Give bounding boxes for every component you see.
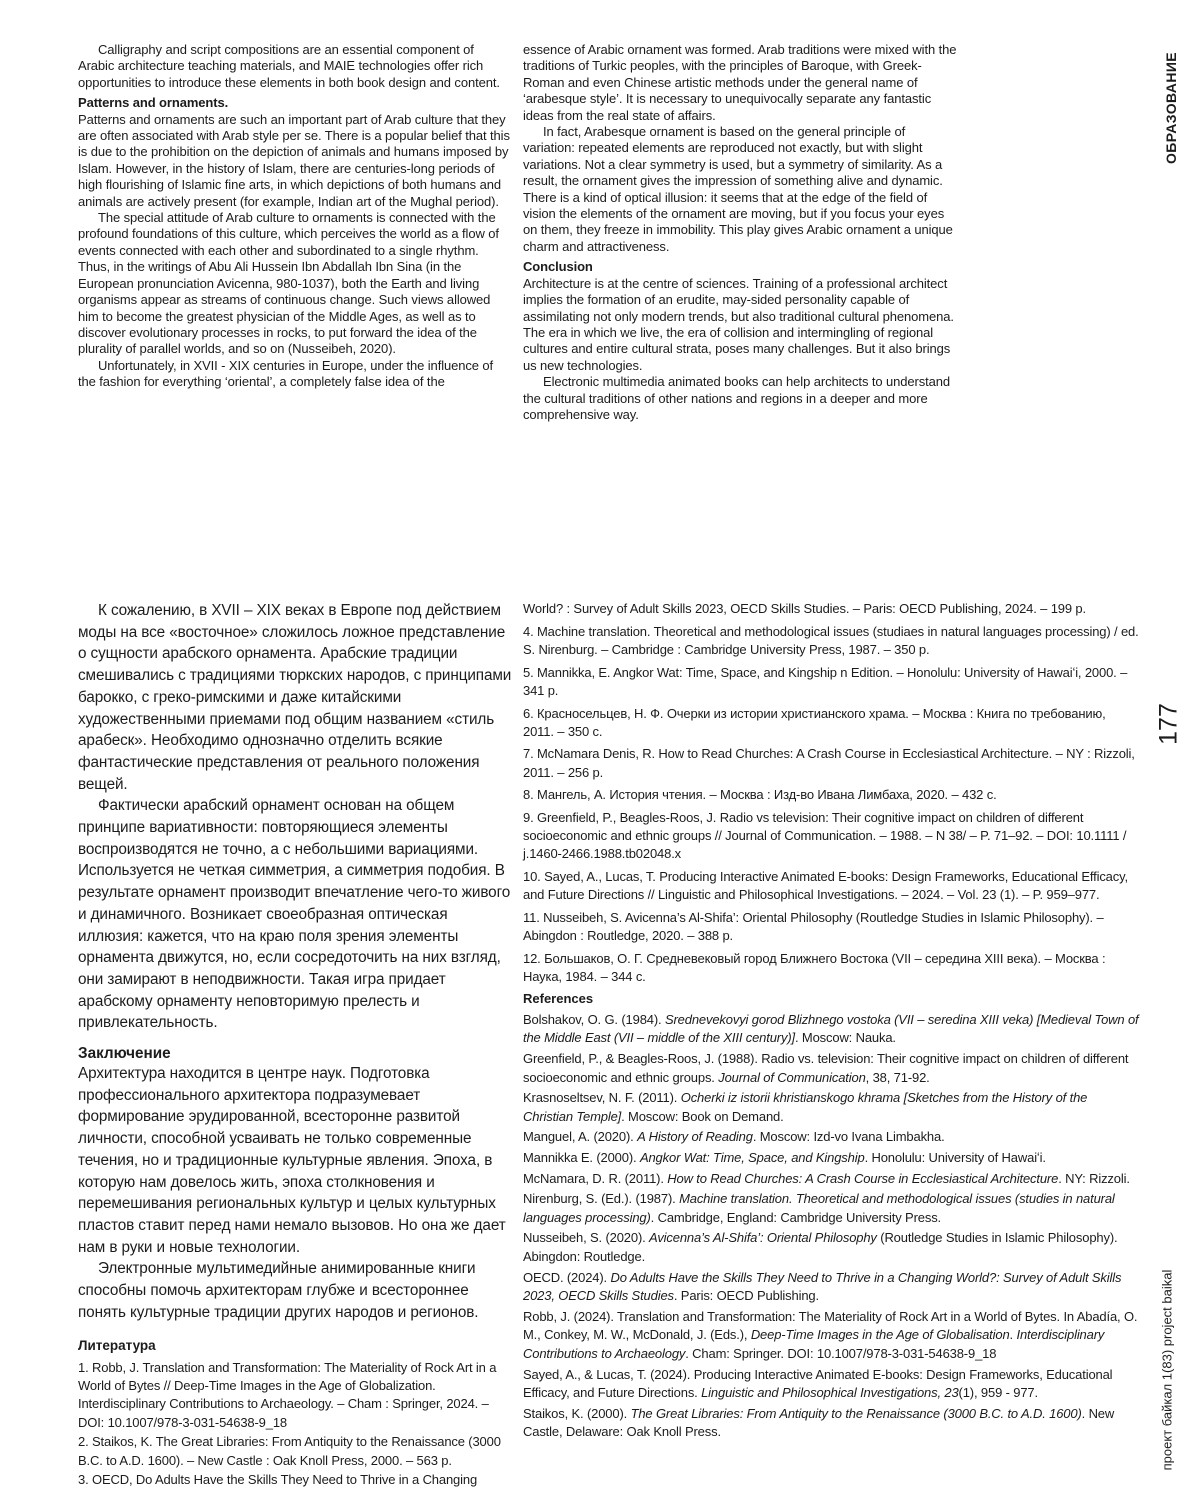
- reference-entry: Bolshakov, O. G. (1984). Srednevekovyi gorod Blizhnego vostoka (VII – seredina XIII veka) [Medieval Town of the Middle East (VII – middle of the XIII century)]. Moscow: Nauka.: [523, 1011, 1139, 1046]
- section-heading: Заключение: [78, 1045, 171, 1063]
- reference-item: 1. Robb, J. Translation and Transformation: The Materiality of Rock Art in a World of Bytes // Deep-Time Images in the Age of Globalization. Interdisciplinary Contributions to Archaeology. – Cham : Springer, 2024. – DOI: 10.1007/978-3-031-54638-9_18: [78, 1359, 497, 1430]
- reference-item: World? : Survey of Adult Skills 2023, OECD Skills Studies. – Paris: OECD Publishing, 2024. – 199 p.: [523, 601, 1086, 616]
- paragraph: Unfortunately, in XVII - XIX centuries in Europe, under the influence of the fashion for everything ‘oriental’, a completely false idea of the: [78, 357, 494, 390]
- paragraph: essence of Arabic ornament was formed. Arab traditions were mixed with the traditions of Turkic peoples, with the principles of Baroque, with Greek-Roman and even Chinese artistic methods under the general name of ‘arabesque style’. It is necessary to unequivocally separate any fantastic ideas from the real state of affairs.: [523, 42, 957, 123]
- reference-item: 8. Мангель, А. История чтения. – Москва : Изд-во Ивана Лимбаха, 2020. – 432 с.: [523, 787, 997, 803]
- reference-entry: Manguel, A. (2020). A History of Reading. Moscow: Izd-vo Ivana Limbakha.: [523, 1129, 945, 1145]
- paragraph: The special attitude of Arab culture to ornaments is connected with the profound foundations of this culture, which perceives the world as a flow of events connected with each other and subordinated to a single rhythm. Thus, in the writings of Abu Ali Hussein Ibn Abdallah Ibn Sina (in the European pronunciation Avicenna, 980-1037), both the Earth and living organisms appear as streams of continuous change. Such views allowed him to become the greatest physician of the Middle Ages, as well as to discover evolutionary processes in rocks, to put forward the idea of the plurality of parallel worlds, and so on (Nusseibeh, 2020).: [78, 210, 499, 357]
- paragraph: К сожалению, в XVII – XIX веках в Европе под действием моды на все «восточное» сложилось ложное представление о сущности арабского орнамента. Арабские традиции смешивались с традициями тюркских народов, с принципами барокко, с греко-римскими и даже китайскими художественными приемами под общим названием «стиль арабеск». Необходимо однозначно отделить всякие фантастические представления от реального положения вещей.: [78, 602, 512, 793]
- reference-entry: Nusseibeh, S. (2020). Avicenna’s Al-Shifa’: Oriental Philosophy (Routledge Studies in Islamic Philosophy). Abingdon: Routledge.: [523, 1230, 1118, 1264]
- list-heading: References: [523, 990, 594, 1006]
- reference-entry: Nirenburg, S. (Ed.). (1987). Machine translation. Theoretical and methodological issues (studies in natural languages processing). Cambridge, England: Cambridge University Press.: [523, 1191, 1115, 1225]
- reference-entry: Robb, J. (2024). Translation and Transformation: The Materiality of Rock Art in a World of Bytes. In Abadía, O. M., Conkey, M. W., McDonald, J. (Eds.), Deep-Time Images in the Age of Globalisation. Interdisciplinary Contributions to Archaeology. Cham: Springer. DOI: 10.1007/978-3-031-54638-9_18: [523, 1308, 1138, 1361]
- reference-item: 9. Greenfield, P., Beagles-Roos, J. Radio vs television: Their cognitive impact on children of different socioeconomic and ethnic groups // Journal of Communication. – 1988. – N 38/ – P. 71–92. – DOI: 10.1111 / j.1460-2466.1988.tb02048.x: [523, 810, 1127, 862]
- paragraph: Architecture is at the centre of sciences. Training of a professional architect implies the formation of an erudite, may-sided personality capable of assimilating not only modern trends, but also traditional cultural phenomena. The era in which we live, the era of collision and intermingling of regional cultures and entire cultural strata, poses many challenges. But it also brings us new technologies.: [523, 275, 954, 373]
- reference-item: 4. Machine translation. Theoretical and methodological issues (studiaes in natural languages processing) / ed. S. Nirenburg. – Cambridge : Cambridge University Press, 1987. – 350 p.: [523, 623, 1139, 657]
- page-number: 177: [1154, 703, 1183, 745]
- column-bottom-right: [523, 600, 1139, 1444]
- journal-label-vertical: проект байкал 1(83) project baikal: [1159, 1269, 1175, 1471]
- reference-item: 10. Sayed, A., Lucas, T. Producing Interactive Animated E-books: Design Frameworks, Educational Efficacy, and Future Directions // Linguistic and Philosophical Investigations. – 2024. – Vol. 23 (1). – P. 959–977.: [523, 869, 1128, 903]
- reference-entry: Sayed, A., & Lucas, T. (2024). Producing Interactive Animated E-books: Design Frameworks, Educational Efficacy, and Future Directions. Linguistic and Philosophical Investigations, 23(1), 959 - 977.: [523, 1366, 1113, 1401]
- section-label-vertical: ОБРАЗОВАНИЕ: [1163, 51, 1179, 165]
- reference-entry: Greenfield, P., & Beagles-Roos, J. (1988). Radio vs. television: Their cognitive impact on children of different socioeconomic and ethnic groups. Journal of Communication, 38, 71-92.: [523, 1051, 1129, 1085]
- column-top-right: [523, 42, 960, 423]
- reference-item: 5. Mannikka, E. Angkor Wat: Time, Space, and Kingship n Edition. – Honolulu: University of Hawaiʻi, 2000. – 341 p.: [523, 664, 1128, 698]
- reference-item: 3. OECD, Do Adults Have the Skills They Need to Thrive in a Changing: [78, 1471, 478, 1487]
- reference-item: 2. Staikos, K. The Great Libraries: From Antiquity to the Renaissance (3000 B.C. to A.D. 1600). – New Castle : Oak Knoll Press, 2000. – 563 p.: [78, 1434, 501, 1468]
- reference-entry: Staikos, K. (2000). The Great Libraries: From Antiquity to the Renaissance (3000 B.C. to A.D. 1600). New Castle, Delaware: Oak Knoll Press.: [523, 1405, 1115, 1440]
- paragraph: In fact, Arabesque ornament is based on the general principle of variation: repeated elements are reproduced not exactly, but with slight variations. Not a clear symmetry is used, but a symmetry of similarity. As a result, the ornament gives the impression of something alive and dynamic. There is a kind of optical illusion: it seems that at the edge of the field of vision the elements of the ornament are moving, but if you focus your eyes on them, they freeze in immobility. This play gives Arabic ornament a unique charm and attractiveness.: [523, 124, 953, 254]
- reference-item: 12. Большаков, О. Г. Средневековый город Ближнего Востока (VII – середина XIII века). – Москва : Наука, 1984. – 344 с.: [523, 950, 1106, 985]
- reference-entry: McNamara, D. R. (2011). How to Read Churches: A Crash Course in Ecclesiastical Architecture. NY: Rizzoli.: [523, 1170, 1130, 1186]
- reference-item: 6. Красносельцев, Н. Ф. Очерки из истории христианского храма. – Москва : Книга по требованию, 2011. – 350 с.: [523, 705, 1106, 739]
- paragraph: Электронные мультимедийные анимированные книги способны помочь архитекторам глубже и всестороннее понять культурные традиции других народов и регионов.: [78, 1260, 479, 1321]
- paragraph: Patterns and ornaments are such an important part of Arab culture that they are often associated with Arab style per se. There is a popular belief that this is due to the prohibition on the depiction of animals and humans imposed by Islam. However, in the history of Islam, there are centuries-long periods of high flourishing of Islamic fine arts, in which depictions of both humans and animals are actively present (for example, Indian art of the Mughal period).: [78, 111, 510, 209]
- reference-entry: Krasnoseltsev, N. F. (2011). Ocherki iz istorii khristianskogo khrama [Sketches from the History of the Christian Temple]. Moscow: Book on Demand.: [523, 1090, 1088, 1124]
- paragraph: Архитектура находится в центре наук. Подготовка профессионального архитектора подразумевает формирование эрудированной, всесторонне развитой личности, способной усваивать не только современные течения, но и традиционные культурные явления. Эпоха, в которую нам довелось жить, эпоха столкновения и перемешивания региональных культур и целых культурных пластов ставит перед нами немало вызовов. Но она же дает нам в руки и новые технологии.: [78, 1065, 506, 1256]
- reference-item: 11. Nusseibeh, S. Avicenna’s Al-Shifa’: Oriental Philosophy (Routledge Studies in Islamic Philosophy). – Abingdon : Routledge, 2020. – 388 p.: [523, 910, 1104, 944]
- section-heading: Patterns and ornaments.: [78, 95, 229, 111]
- paragraph: Фактически арабский орнамент основан на общем принципе вариативности: повторяющиеся элементы воспроизводятся не точно, а с небольшими вариациями. Используется не четкая симметрия, а симметрия подобия. В результате орнамент производит впечатление чего-то живого и динамичного. Возникает своеобразная оптическая иллюзия: кажется, что на краю поля зрения элементы орнамента движутся, но, если сосредоточить на них взгляд, они замирают в неподвижности. Такая игра придает арабскому орнаменту неповторимую прелесть и привлекательность.: [78, 797, 511, 1032]
- paragraph: Calligraphy and script compositions are an essential component of Arabic architecture teaching materials, and MAIE technologies offer rich opportunities to introduce these elements in both book design and content.: [78, 42, 500, 90]
- paragraph: Electronic multimedia animated books can help architects to understand the cultural traditions of other nations and regions in a deeper and more comprehensive way.: [523, 374, 951, 422]
- reference-item: 7. McNamara Denis, R. How to Read Churches: A Crash Course in Ecclesiastical Architecture. – NY : Rizzoli, 2011. – 256 p.: [523, 746, 1135, 780]
- reference-entry: Mannikka E. (2000). Angkor Wat: Time, Space, and Kingship. Honolulu: University of Hawaiʻi.: [523, 1150, 1046, 1166]
- list-heading: Литература: [78, 1337, 156, 1353]
- reference-entry: OECD. (2024). Do Adults Have the Skills They Need to Thrive in a Changing World?: Survey of Adult Skills 2023, OECD Skills Studies. Paris: OECD Publishing.: [523, 1269, 1122, 1304]
- section-heading: Conclusion: [523, 259, 593, 275]
- column-bottom-left: [78, 600, 512, 1490]
- column-top-left: [78, 42, 512, 391]
